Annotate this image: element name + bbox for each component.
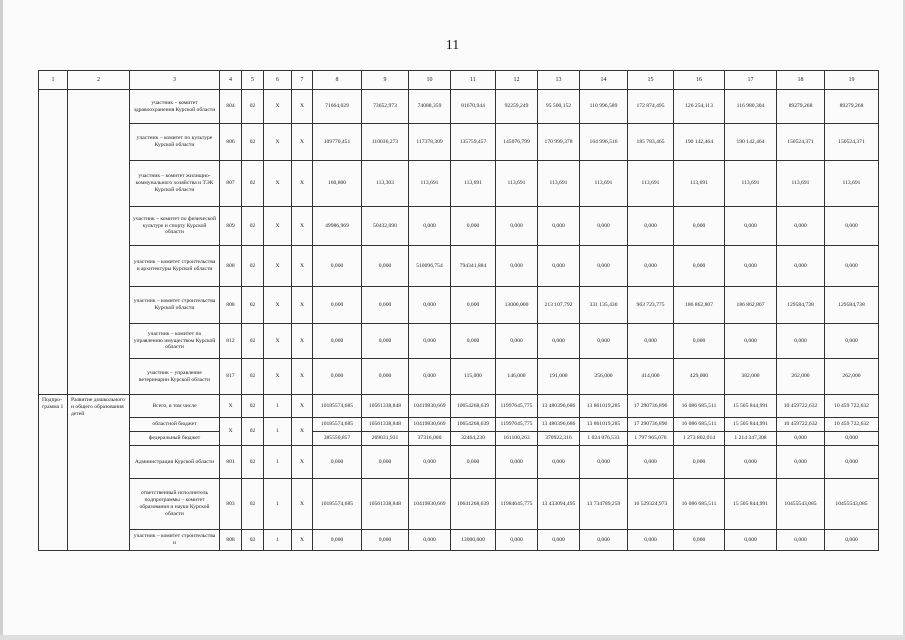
- code-cell: Х: [264, 124, 292, 161]
- table-header: [39, 71, 879, 90]
- column-header-18: 18: [777, 71, 825, 90]
- amount-cell: 13 734789,259: [580, 479, 628, 530]
- code-cell: Х: [292, 124, 313, 161]
- code-cell: 1: [264, 530, 292, 551]
- amount-cell: 0,000: [451, 446, 496, 479]
- column-header-17: 17: [725, 71, 777, 90]
- column-header-15: 15: [628, 71, 674, 90]
- amount-cell: 0,000: [451, 207, 496, 246]
- amount-cell: 113,691: [628, 161, 674, 207]
- amount-cell: 370922,316: [538, 432, 580, 446]
- scan-edge-left: [0, 0, 3, 640]
- table-row: [39, 324, 879, 359]
- amount-cell: 190 142,464: [674, 124, 725, 161]
- amount-cell: 71664,029: [313, 90, 362, 124]
- amount-cell: 164 996,516: [580, 124, 628, 161]
- amount-cell: 0,000: [777, 324, 825, 359]
- amount-cell: 113,691: [674, 161, 725, 207]
- column-header-2: 2: [68, 71, 130, 90]
- amount-cell: 73652,973: [362, 90, 409, 124]
- code-cell: Х: [264, 287, 292, 324]
- amount-cell: 0,000: [362, 287, 409, 324]
- amount-cell: 50432,090: [362, 207, 409, 246]
- amount-cell: 150524,371: [825, 124, 879, 161]
- amount-cell: 10185574,685: [313, 418, 362, 432]
- column-header-4: 4: [220, 71, 242, 90]
- amount-cell: 10185574,685: [313, 479, 362, 530]
- table-row: [39, 359, 879, 395]
- amount-cell: 1 797 965,076: [628, 432, 674, 446]
- amount-cell: 510096,754: [409, 246, 451, 287]
- amount-cell: 0,000: [409, 287, 451, 324]
- column-header-12: 12: [496, 71, 538, 90]
- table-row-construction: [39, 530, 879, 551]
- column-header-11: 11: [451, 71, 496, 90]
- column-header-3: 3: [130, 71, 220, 90]
- amount-cell: 10561338,848: [362, 418, 409, 432]
- table-row: [39, 246, 879, 287]
- amount-cell: 0,000: [409, 207, 451, 246]
- amount-cell: 95 500,152: [538, 90, 580, 124]
- amount-cell: 0,000: [580, 246, 628, 287]
- amount-cell: 0,000: [674, 324, 725, 359]
- amount-cell: 145076,799: [496, 124, 538, 161]
- amount-cell: 116 980,304: [725, 90, 777, 124]
- amount-cell: 0,000: [496, 530, 538, 551]
- amount-cell: 13 861019,285: [580, 395, 628, 418]
- amount-cell: 13 861019,285: [580, 418, 628, 432]
- code-cell: 1: [264, 479, 292, 530]
- amount-cell: 0,000: [825, 432, 879, 446]
- amount-cell: 0,000: [825, 246, 879, 287]
- column-header-14: 14: [580, 71, 628, 90]
- amount-cell: 15 505 844,991: [725, 418, 777, 432]
- amount-cell: 170 999,378: [538, 124, 580, 161]
- amount-cell: 110036,273: [362, 124, 409, 161]
- code-cell: 02: [242, 395, 264, 418]
- amount-cell: 81670,944: [451, 90, 496, 124]
- amount-cell: 0,000: [777, 530, 825, 551]
- participant-name: участник – комитет строительства Курской области: [130, 287, 220, 324]
- amount-cell: 0,000: [496, 446, 538, 479]
- code-cell: Х: [292, 207, 313, 246]
- amount-cell: 0,000: [674, 530, 725, 551]
- amount-cell: 10 459722,632: [777, 395, 825, 418]
- amount-cell: 17 290736,896: [628, 418, 674, 432]
- column-header-1: 1: [39, 71, 68, 90]
- amount-cell: 113,691: [538, 161, 580, 207]
- amount-cell: 0,000: [313, 287, 362, 324]
- amount-cell: 129584,738: [777, 287, 825, 324]
- amount-cell: 0,000: [825, 446, 879, 479]
- amount-cell: 262,000: [777, 359, 825, 395]
- amount-cell: 0,000: [628, 446, 674, 479]
- amount-cell: 0,000: [674, 446, 725, 479]
- amount-cell: 113,303: [362, 161, 409, 207]
- table-row-regional: [39, 418, 879, 432]
- scan-edge-bottom: [0, 635, 905, 640]
- header-row: [39, 71, 879, 90]
- code-cell: Х: [292, 324, 313, 359]
- amount-cell: 0,000: [725, 246, 777, 287]
- amount-cell: 161100,263: [496, 432, 538, 446]
- column-header-13: 13: [538, 71, 580, 90]
- amount-cell: 0,000: [777, 446, 825, 479]
- code-cell: Х: [292, 395, 313, 418]
- amount-cell: 0,000: [628, 207, 674, 246]
- empty-cell: [39, 90, 68, 395]
- amount-cell: 10 459722,632: [777, 418, 825, 432]
- code-cell: 02: [242, 530, 264, 551]
- amount-cell: 0,000: [580, 446, 628, 479]
- amount-cell: 0,000: [409, 446, 451, 479]
- participant-name: участник – комитет по управлению имуществом Курской области: [130, 324, 220, 359]
- code-cell: Х: [220, 395, 242, 418]
- amount-cell: 15 505 844,991: [725, 479, 777, 530]
- amount-cell: 185 783,465: [628, 124, 674, 161]
- amount-cell: 0,000: [538, 246, 580, 287]
- code-cell: 808: [220, 287, 242, 324]
- amount-cell: 15 505 844,991: [725, 395, 777, 418]
- amount-cell: 0,000: [362, 446, 409, 479]
- amount-cell: 10419830,669: [409, 479, 451, 530]
- code-cell: Х: [292, 287, 313, 324]
- table-row: [39, 90, 879, 124]
- amount-cell: 16 086 685,511: [674, 418, 725, 432]
- amount-cell: 113,691: [451, 161, 496, 207]
- subprogram-name: Развитие дошкольного и общего образования детей: [68, 395, 130, 551]
- participant-name: участник – комитет строительства и архитектуры Курской области: [130, 246, 220, 287]
- amount-cell: 414,000: [628, 359, 674, 395]
- amount-cell: 74088,359: [409, 90, 451, 124]
- amount-cell: 10 459 722,632: [825, 395, 879, 418]
- amount-cell: 0,000: [580, 530, 628, 551]
- subprogram-type: Подпро-грамма 1: [39, 395, 68, 551]
- amount-cell: 11997645,775: [496, 395, 538, 418]
- code-cell: Х: [292, 479, 313, 530]
- row-label: федеральный бюджет: [130, 432, 220, 446]
- amount-cell: 0,000: [409, 324, 451, 359]
- amount-cell: 0,000: [362, 530, 409, 551]
- amount-cell: 0,000: [409, 359, 451, 395]
- code-cell: 803: [220, 479, 242, 530]
- amount-cell: 10419830,669: [409, 418, 451, 432]
- amount-cell: 113,691: [777, 161, 825, 207]
- code-cell: 812: [220, 324, 242, 359]
- amount-cell: 13000,000: [496, 287, 538, 324]
- code-cell: 02: [242, 124, 264, 161]
- amount-cell: 10561338,848: [362, 479, 409, 530]
- amount-cell: 13 480396,686: [538, 418, 580, 432]
- participant-name: участник – комитет по физической культуре и спорту Курской области: [130, 207, 220, 246]
- code-cell: 02: [242, 90, 264, 124]
- amount-cell: 385550,857: [313, 432, 362, 446]
- row-label: Всего, в том числе: [130, 395, 220, 418]
- amount-cell: 0,000: [725, 446, 777, 479]
- amount-cell: 1 273 802,014: [674, 432, 725, 446]
- amount-cell: 16 086 685,511: [674, 395, 725, 418]
- amount-cell: 16 529324,973: [628, 479, 674, 530]
- amount-cell: 0,000: [538, 446, 580, 479]
- code-cell: Х: [264, 324, 292, 359]
- code-cell: 02: [242, 359, 264, 395]
- code-cell: 801: [220, 446, 242, 479]
- row-label: Администрация Курской области: [130, 446, 220, 479]
- amount-cell: 0,000: [725, 530, 777, 551]
- amount-cell: 109770,451: [313, 124, 362, 161]
- row-label: ответственный исполнитель подпрограммы – комитет образования и науки Курской области: [130, 479, 220, 530]
- amount-cell: 10419830,669: [409, 395, 451, 418]
- amount-cell: 0,000: [628, 530, 674, 551]
- amount-cell: 110 996,589: [580, 90, 628, 124]
- column-header-5: 5: [242, 71, 264, 90]
- amount-cell: 0,000: [313, 446, 362, 479]
- amount-cell: 0,000: [674, 246, 725, 287]
- row-label: областной бюджет: [130, 418, 220, 432]
- amount-cell: 113,691: [725, 161, 777, 207]
- amount-cell: 0,000: [777, 207, 825, 246]
- amount-cell: 37316,000: [409, 432, 451, 446]
- amount-cell: 10 459 722,632: [825, 418, 879, 432]
- amount-cell: 0,000: [580, 207, 628, 246]
- amount-cell: 1 214 347,308: [725, 432, 777, 446]
- amount-cell: 0,000: [725, 207, 777, 246]
- amount-cell: 0,000: [825, 530, 879, 551]
- code-cell: 02: [242, 246, 264, 287]
- amount-cell: 129584,738: [825, 287, 879, 324]
- budget-table: [38, 70, 879, 551]
- amount-cell: 10185574,685: [313, 395, 362, 418]
- code-cell: Х: [292, 418, 313, 446]
- amount-cell: 10455543,085: [777, 479, 825, 530]
- amount-cell: 429,000: [674, 359, 725, 395]
- amount-cell: 213 107,792: [538, 287, 580, 324]
- amount-cell: 11997645,775: [496, 418, 538, 432]
- amount-cell: 113,691: [409, 161, 451, 207]
- amount-cell: 0,000: [496, 246, 538, 287]
- code-cell: 808: [220, 246, 242, 287]
- amount-cell: 0,000: [538, 530, 580, 551]
- amount-cell: 191,000: [538, 359, 580, 395]
- code-cell: 808: [220, 530, 242, 551]
- amount-cell: 262,000: [825, 359, 879, 395]
- amount-cell: 190 142,464: [725, 124, 777, 161]
- code-cell: 1: [264, 395, 292, 418]
- code-cell: Х: [220, 418, 242, 446]
- table-body: [39, 90, 879, 551]
- amount-cell: 10561338,848: [362, 395, 409, 418]
- amount-cell: 0,000: [777, 246, 825, 287]
- amount-cell: 113,691: [825, 161, 879, 207]
- amount-cell: 963 723,775: [628, 287, 674, 324]
- amount-cell: 13 433094,495: [538, 479, 580, 530]
- amount-cell: 10654268,639: [451, 418, 496, 432]
- code-cell: 02: [242, 161, 264, 207]
- amount-cell: 0,000: [313, 530, 362, 551]
- code-cell: Х: [292, 90, 313, 124]
- amount-cell: 0,000: [362, 359, 409, 395]
- amount-cell: 256,000: [580, 359, 628, 395]
- amount-cell: 331 135,430: [580, 287, 628, 324]
- code-cell: Х: [264, 161, 292, 207]
- amount-cell: 0,000: [362, 246, 409, 287]
- code-cell: 804: [220, 90, 242, 124]
- code-cell: 1: [264, 446, 292, 479]
- code-cell: 02: [242, 479, 264, 530]
- code-cell: 1: [264, 418, 292, 446]
- amount-cell: 382,000: [725, 359, 777, 395]
- table-row: [39, 287, 879, 324]
- amount-cell: 113,691: [580, 161, 628, 207]
- amount-cell: 49986,969: [313, 207, 362, 246]
- code-cell: Х: [292, 161, 313, 207]
- amount-cell: 0,000: [451, 324, 496, 359]
- amount-cell: 0,000: [580, 324, 628, 359]
- column-header-8: 8: [313, 71, 362, 90]
- amount-cell: 160,800: [313, 161, 362, 207]
- code-cell: Х: [264, 207, 292, 246]
- code-cell: Х: [264, 90, 292, 124]
- amount-cell: 89279,268: [825, 90, 879, 124]
- code-cell: Х: [292, 359, 313, 395]
- amount-cell: 0,000: [825, 207, 879, 246]
- amount-cell: 172 874,495: [628, 90, 674, 124]
- amount-cell: 10654268,639: [451, 395, 496, 418]
- amount-cell: 0,000: [825, 324, 879, 359]
- amount-cell: 13000,000: [451, 530, 496, 551]
- amount-cell: 794341,884: [451, 246, 496, 287]
- amount-cell: 126 254,113: [674, 90, 725, 124]
- amount-cell: 0,000: [725, 324, 777, 359]
- amount-cell: 0,000: [313, 246, 362, 287]
- code-cell: 807: [220, 161, 242, 207]
- code-cell: 02: [242, 207, 264, 246]
- amount-cell: 10641268,639: [451, 479, 496, 530]
- column-header-16: 16: [674, 71, 725, 90]
- amount-cell: 0,000: [674, 207, 725, 246]
- amount-cell: 186 862,807: [725, 287, 777, 324]
- table-row-executor: [39, 479, 879, 530]
- amount-cell: 0,000: [777, 432, 825, 446]
- code-cell: 02: [242, 446, 264, 479]
- amount-cell: 0,000: [496, 324, 538, 359]
- participant-name: участник – комитет здравоохранения Курской области: [130, 90, 220, 124]
- code-cell: 817: [220, 359, 242, 395]
- amount-cell: 0,000: [538, 324, 580, 359]
- table-row: [39, 207, 879, 246]
- amount-cell: 115,000: [451, 359, 496, 395]
- amount-cell: 135759,457: [451, 124, 496, 161]
- amount-cell: 0,000: [362, 324, 409, 359]
- amount-cell: 0,000: [496, 207, 538, 246]
- table-row-federal: [39, 432, 879, 446]
- column-header-19: 19: [825, 71, 879, 90]
- row-label: участник – комитет строительства и: [130, 530, 220, 551]
- amount-cell: 10455543,085: [825, 479, 879, 530]
- code-cell: Х: [264, 359, 292, 395]
- column-header-9: 9: [362, 71, 409, 90]
- empty-cell: [68, 90, 130, 395]
- amount-cell: 117378,309: [409, 124, 451, 161]
- amount-cell: 11984645,775: [496, 479, 538, 530]
- amount-cell: 0,000: [313, 359, 362, 395]
- amount-cell: 1 024 076,533: [580, 432, 628, 446]
- column-header-10: 10: [409, 71, 451, 90]
- amount-cell: 0,000: [313, 324, 362, 359]
- participant-name: участник – комитет по культуре Курской области: [130, 124, 220, 161]
- amount-cell: 17 290736,896: [628, 395, 674, 418]
- amount-cell: 32464,230: [451, 432, 496, 446]
- code-cell: 02: [242, 418, 264, 446]
- amount-cell: 269031,931: [362, 432, 409, 446]
- amount-cell: 0,000: [628, 246, 674, 287]
- code-cell: 809: [220, 207, 242, 246]
- amount-cell: 0,000: [628, 324, 674, 359]
- code-cell: 806: [220, 124, 242, 161]
- column-header-7: 7: [292, 71, 313, 90]
- code-cell: 02: [242, 324, 264, 359]
- table-row: [39, 161, 879, 207]
- amount-cell: 146,000: [496, 359, 538, 395]
- table-row-subprogram-total: [39, 395, 879, 418]
- amount-cell: 0,000: [538, 207, 580, 246]
- participant-name: участник – управление ветеринарии Курской области: [130, 359, 220, 395]
- table-row: [39, 124, 879, 161]
- table-row-administration: [39, 446, 879, 479]
- code-cell: Х: [292, 530, 313, 551]
- amount-cell: 186 862,807: [674, 287, 725, 324]
- code-cell: Х: [292, 446, 313, 479]
- code-cell: Х: [292, 246, 313, 287]
- page-number: 11: [445, 38, 460, 53]
- amount-cell: 150524,371: [777, 124, 825, 161]
- amount-cell: 89279,268: [777, 90, 825, 124]
- amount-cell: 0,000: [451, 287, 496, 324]
- code-cell: 02: [242, 287, 264, 324]
- amount-cell: 13 480396,686: [538, 395, 580, 418]
- code-cell: Х: [264, 246, 292, 287]
- amount-cell: 16 086 685,511: [674, 479, 725, 530]
- amount-cell: 92259,249: [496, 90, 538, 124]
- column-header-6: 6: [264, 71, 292, 90]
- amount-cell: 0,000: [409, 530, 451, 551]
- amount-cell: 113,691: [496, 161, 538, 207]
- participant-name: участник – комитет жилищно-коммунального хозяйства и ТЭК Курской области: [130, 161, 220, 207]
